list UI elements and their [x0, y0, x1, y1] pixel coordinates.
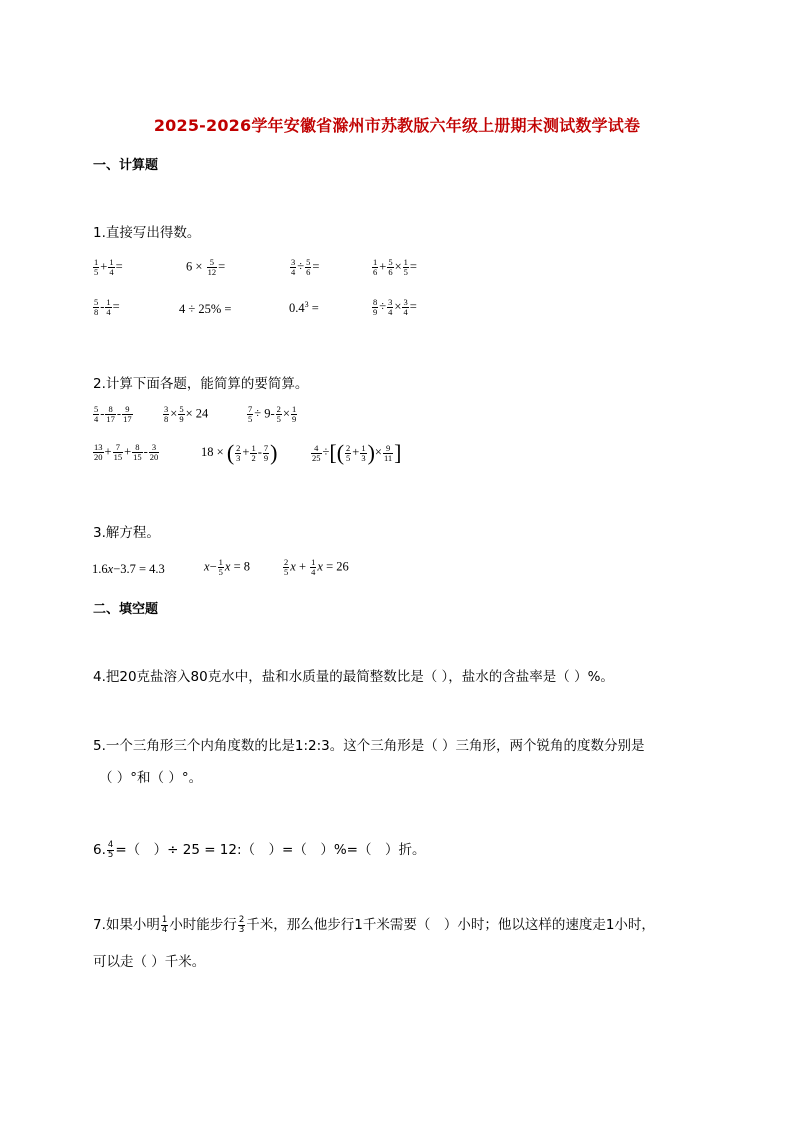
q3-item-3: $\frac{2}{5}$ x + $\frac{1}{4}$ x = 26 [284, 557, 349, 577]
q1-item-4: $\frac{1}{6}$ + $\frac{5}{6}$ × $\frac{1}{5}$ = [373, 257, 417, 277]
page-title: 2025-2026学年安徽省滁州市苏教版六年级上册期末测试数学试卷 [153, 116, 641, 135]
q3-item-2: x− $\frac{1}{5}$ x = 8 [204, 557, 250, 577]
question-5-line-1: 5.一个三角形三个内角度数的比是1:2:3。这个三角形是（ ）三角形，两个锐角的度数分别是 [93, 738, 645, 754]
q1-item-1: $\frac{1}{5}$ + $\frac{1}{4}$ = [94, 257, 123, 277]
question-4: 4.把20克盐溶入80克水中，盐和水质量的最简整数比是（ ），盐水的含盐率是（ ）%。 [93, 669, 614, 685]
question-5-line-2: （ ）°和（ ）°。 [99, 770, 203, 786]
section-heading-calculation: 一、计算题 [93, 158, 159, 173]
q1-item-5: $\frac{5}{8}$ - $\frac{1}{4}$ = [94, 297, 120, 317]
section-heading-fill-blank: 二、填空题 [93, 602, 159, 617]
question-2-prompt: 2.计算下面各题，能简算的要简算。 [93, 376, 309, 392]
q3-item-1: 1.6x−3.7 = 4.3 [92, 562, 165, 576]
q1-item-3: $\frac{3}{4}$ ÷ $\frac{5}{6}$ = [291, 257, 320, 277]
question-7-line-2: 可以走（ ）千米。 [93, 954, 206, 970]
q2-item-1: $\frac{5}{4}$ - $\frac{8}{17}$ - $\frac{9}{17}$ [94, 404, 132, 424]
question-7-line-1: 7.如果小明 $\frac{1}{4}$ 小时能步行 $\frac{2}{3}$ 千米，那么他步行1千米需要（ ）小时；他以这样的速度走1小时， [93, 914, 655, 935]
question-6: 6. $\frac{4}{5}$ =（ ）÷ 25 = 12:（ ）=（ ）%=（ ）折。 [93, 839, 426, 860]
q1-item-6: 4 ÷ 25% = [179, 302, 232, 316]
question-1-prompt: 1.直接写出得数。 [93, 225, 201, 241]
q2-item-3: $\frac{7}{5}$ ÷ 9- $\frac{2}{5}$ × $\frac{1}{9}$ [248, 404, 297, 424]
q1-item-8: $\frac{8}{9}$ ÷ $\frac{3}{4}$ × $\frac{3}{4}$ = [373, 297, 417, 317]
q1-item-2: 6 × $\frac{5}{12}$ = [186, 257, 226, 277]
question-3-prompt: 3.解方程。 [93, 525, 160, 541]
q2-item-6: $\frac{4}{25}$ ÷[( $\frac{2}{5}$ + $\frac{1}{3}$ )× $\frac{9}{11}$ ] [312, 440, 402, 465]
q2-item-2: $\frac{3}{8}$ × $\frac{5}{9}$ × 24 [164, 404, 209, 424]
q2-item-4: $\frac{13}{20}$ + $\frac{7}{15}$ + $\frac{8}{15}$ - $\frac{3}{20}$ [94, 442, 159, 462]
q1-item-7: $0.4^3$ = [289, 300, 319, 316]
q2-item-5: 18 × ( $\frac{2}{3}$ + $\frac{1}{2}$ - $\frac{7}{9}$ ) [201, 440, 278, 465]
